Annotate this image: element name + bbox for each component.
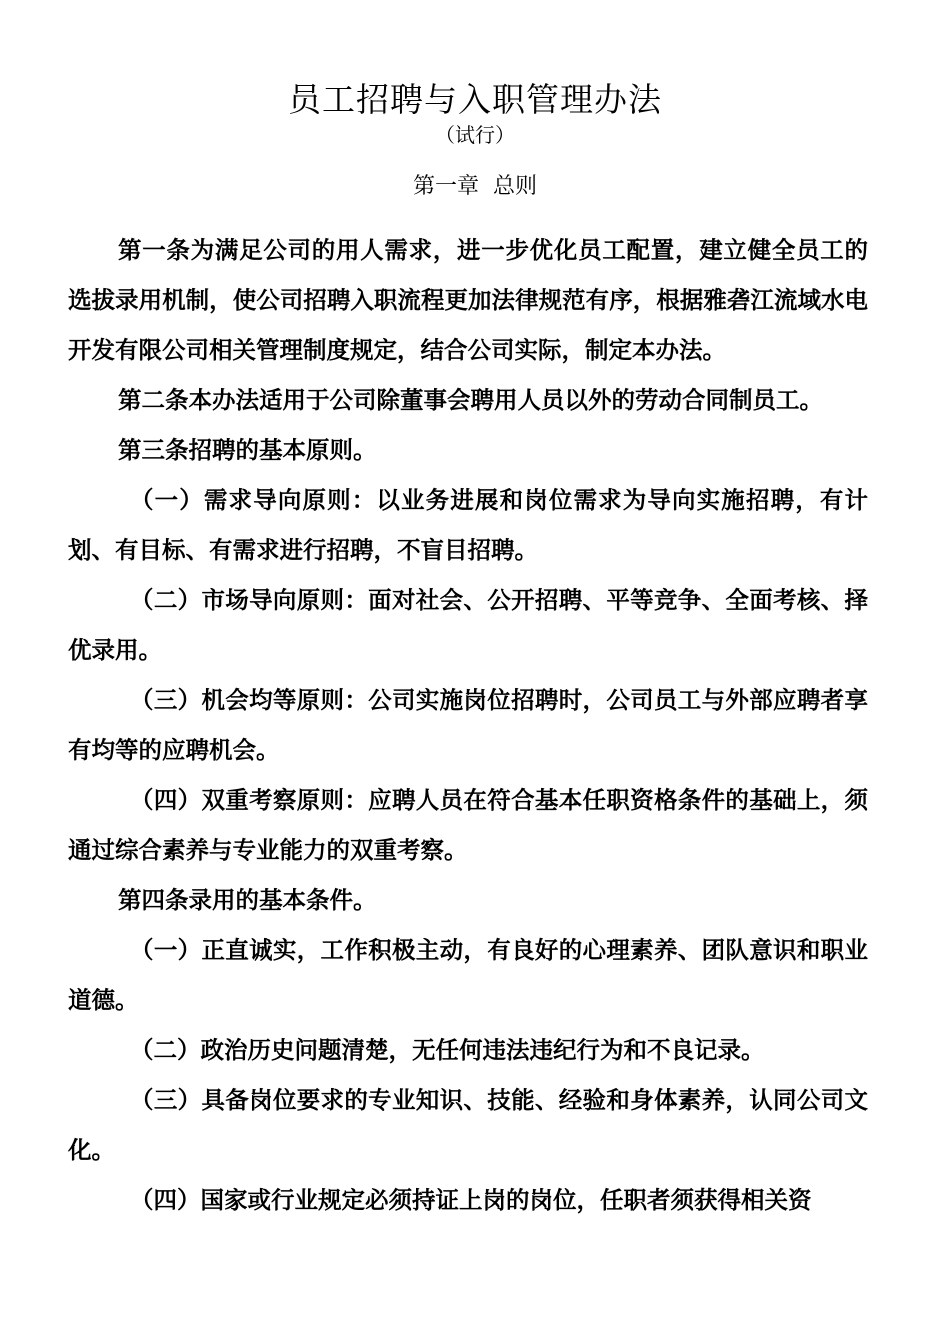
article-3: 第三条招聘的基本原则。 xyxy=(118,436,377,464)
article-3-item-3: （三）机会均等原则：公司实施岗位招聘时，公司员工与外部应聘者享有均等的应聘机会。 xyxy=(68,686,868,764)
article-4-item-1: （一）正直诚实，工作积极主动，有良好的心理素养、团队意识和职业道德。 xyxy=(68,936,868,1014)
article-3-item-4: （四）双重考察原则：应聘人员在符合基本任职资格条件的基础上，须通过综合素养与专业能力的双重考察。 xyxy=(68,786,868,864)
document-body xyxy=(68,225,868,1225)
article-3-item-2: （二）市场导向原则：面对社会、公开招聘、平等竞争、全面考核、择优录用。 xyxy=(68,586,868,664)
article-2: 第二条本办法适用于公司除董事会聘用人员以外的劳动合同制员工。 xyxy=(118,386,823,414)
article-4: 第四条录用的基本条件。 xyxy=(118,886,377,914)
article-4-item-4: （四）国家或行业规定必须持证上岗的岗位，任职者须获得相关资 xyxy=(130,1186,812,1214)
article-3-item-1: （一）需求导向原则：以业务进展和岗位需求为导向实施招聘，有计划、有目标、有需求进行招聘，不盲目招聘。 xyxy=(68,486,868,564)
document-subtitle: （试行） xyxy=(435,123,515,147)
article-4-item-2: （二）政治历史问题清楚，无任何违法违纪行为和不良记录。 xyxy=(130,1036,765,1064)
chapter-heading: 第一章 总则 xyxy=(413,174,537,199)
article-4-item-3: （三）具备岗位要求的专业知识、技能、经验和身体素养，认同公司文化。 xyxy=(68,1086,868,1164)
article-1: 第一条为满足公司的用人需求，进一步优化员工配置，建立健全员工的选拔录用机制，使公司招聘入职流程更加法律规范有序，根据雅砻江流域水电开发有限公司相关管理制度规定，结合公司实际，制定本办法。 xyxy=(68,236,868,364)
document-title: 员工招聘与入职管理办法 xyxy=(288,80,662,119)
